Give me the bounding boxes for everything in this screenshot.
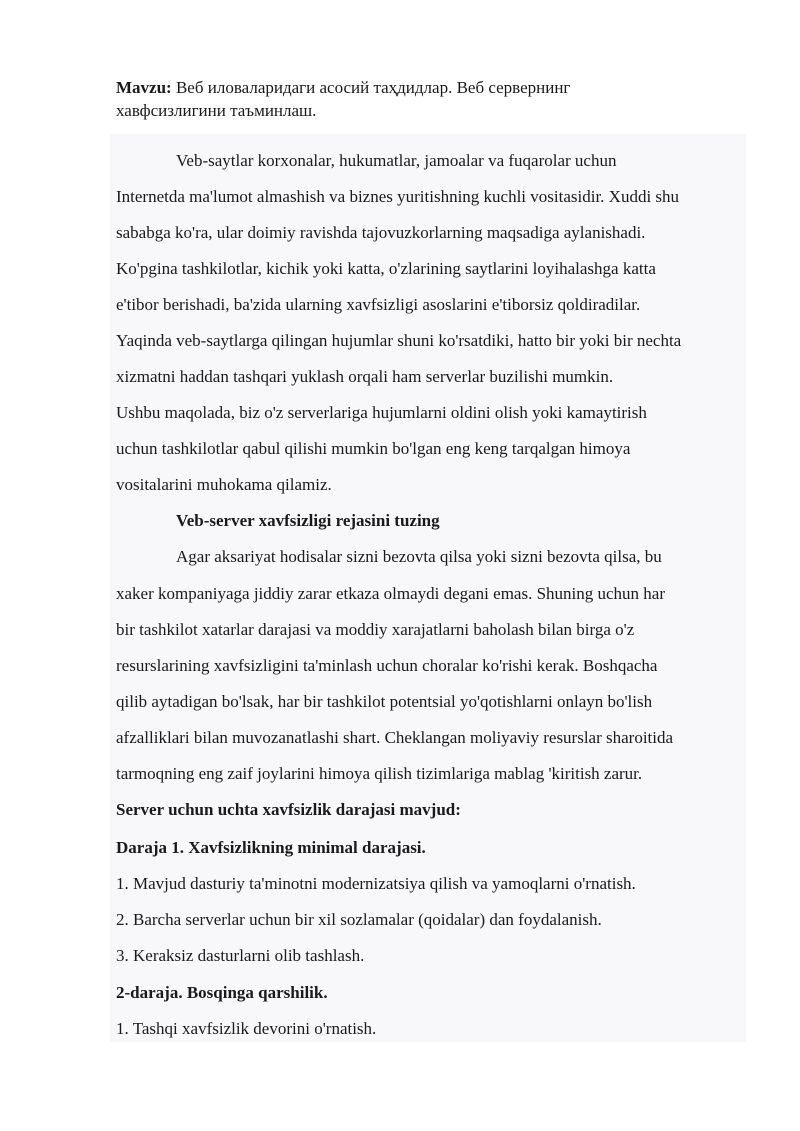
paragraph-line: Ko'pgina tashkilotlar, kichik yoki katta, o'zlarining saytlarini loyihalashga katta (116, 259, 656, 278)
paragraph-line: qilib aytadigan bo'lsak, har bir tashkilot potentsial yo'qotishlarni onlayn bo'lish (116, 692, 653, 711)
paragraph-line: bir tashkilot xatarlar darajasi va moddiy xarajatlarni baholash bilan birga o'z (116, 620, 635, 639)
section-heading: Daraja 1. Xavfsizlikning minimal darajasi. (116, 838, 426, 857)
paragraph-line: resurslarining xavfsizligini ta'minlash uchun choralar ko'rishi kerak. Boshqacha (116, 656, 658, 675)
section-heading: Server uchun uchta xavfsizlik darajasi mavjud: (116, 800, 461, 819)
paragraph-line: Agar aksariyat hodisalar sizni bezovta qilsa yoki sizni bezovta qilsa, bu (176, 547, 662, 566)
title-text-line1: Веб иловаларидаги асосий таҳдидлар. Веб сервернинг (175, 78, 571, 97)
paragraph-line: uchun tashkilotlar qabul qilishi mumkin bo'lgan eng keng tarqalgan himoya (116, 439, 631, 458)
paragraph-line: Internetda ma'lumot almashish va biznes yuritishning kuchli vositasidir. Xuddi shu (116, 187, 680, 206)
document-title (116, 76, 736, 122)
list-item: 3. Keraksiz dasturlarni olib tashlash. (116, 946, 365, 965)
paragraph-line: e'tibor berishadi, ba'zida ularning xavfsizligi asoslarini e'tiborsiz qoldiradilar. (116, 295, 641, 314)
paragraph-line: afzalliklari bilan muvozanatlashi shart. Cheklangan moliyaviy resurslar sharoitida (116, 728, 674, 747)
list-item: 1. Mavjud dasturiy ta'minotni modernizatsiya qilish va yamoqlarni o'rnatish. (116, 874, 636, 893)
paragraph-line: Yaqinda veb-saytlarga qilingan hujumlar shuni ko'rsatdiki, hatto bir yoki bir nechta (116, 331, 682, 350)
title-label: Mavzu: (116, 78, 172, 97)
paragraph-line: tarmoqning eng zaif joylarini himoya qilish tizimlariga mablag 'kiritish zarur. (116, 764, 643, 783)
paragraph-line: xizmatni haddan tashqari yuklash orqali ham serverlar buzilishi mumkin. (116, 367, 614, 386)
section-heading: Veb-server xavfsizligi rejasini tuzing (176, 511, 440, 530)
paragraph-line: sababga ko'ra, ular doimiy ravishda tajovuzkorlarning maqsadiga aylanishadi. (116, 223, 646, 242)
list-item: 1. Tashqi xavfsizlik devorini o'rnatish. (116, 1019, 377, 1038)
section-heading: 2-daraja. Bosqinga qarshilik. (116, 983, 328, 1002)
paragraph-line: vositalarini muhokama qilamiz. (116, 475, 332, 494)
paragraph-line: Veb-saytlar korxonalar, hukumatlar, jamoalar va fuqarolar uchun (176, 151, 617, 170)
title-text-line2: хавфсизлигини таъминлаш. (116, 101, 317, 120)
paragraph-line: Ushbu maqolada, biz o'z serverlariga hujumlarni oldini olish yoki kamaytirish (116, 403, 647, 422)
paragraph-line: xaker kompaniyaga jiddiy zarar etkaza olmaydi degani emas. Shuning uchun har (116, 584, 666, 603)
list-item: 2. Barcha serverlar uchun bir xil sozlamalar (qoidalar) dan foydalanish. (116, 910, 602, 929)
